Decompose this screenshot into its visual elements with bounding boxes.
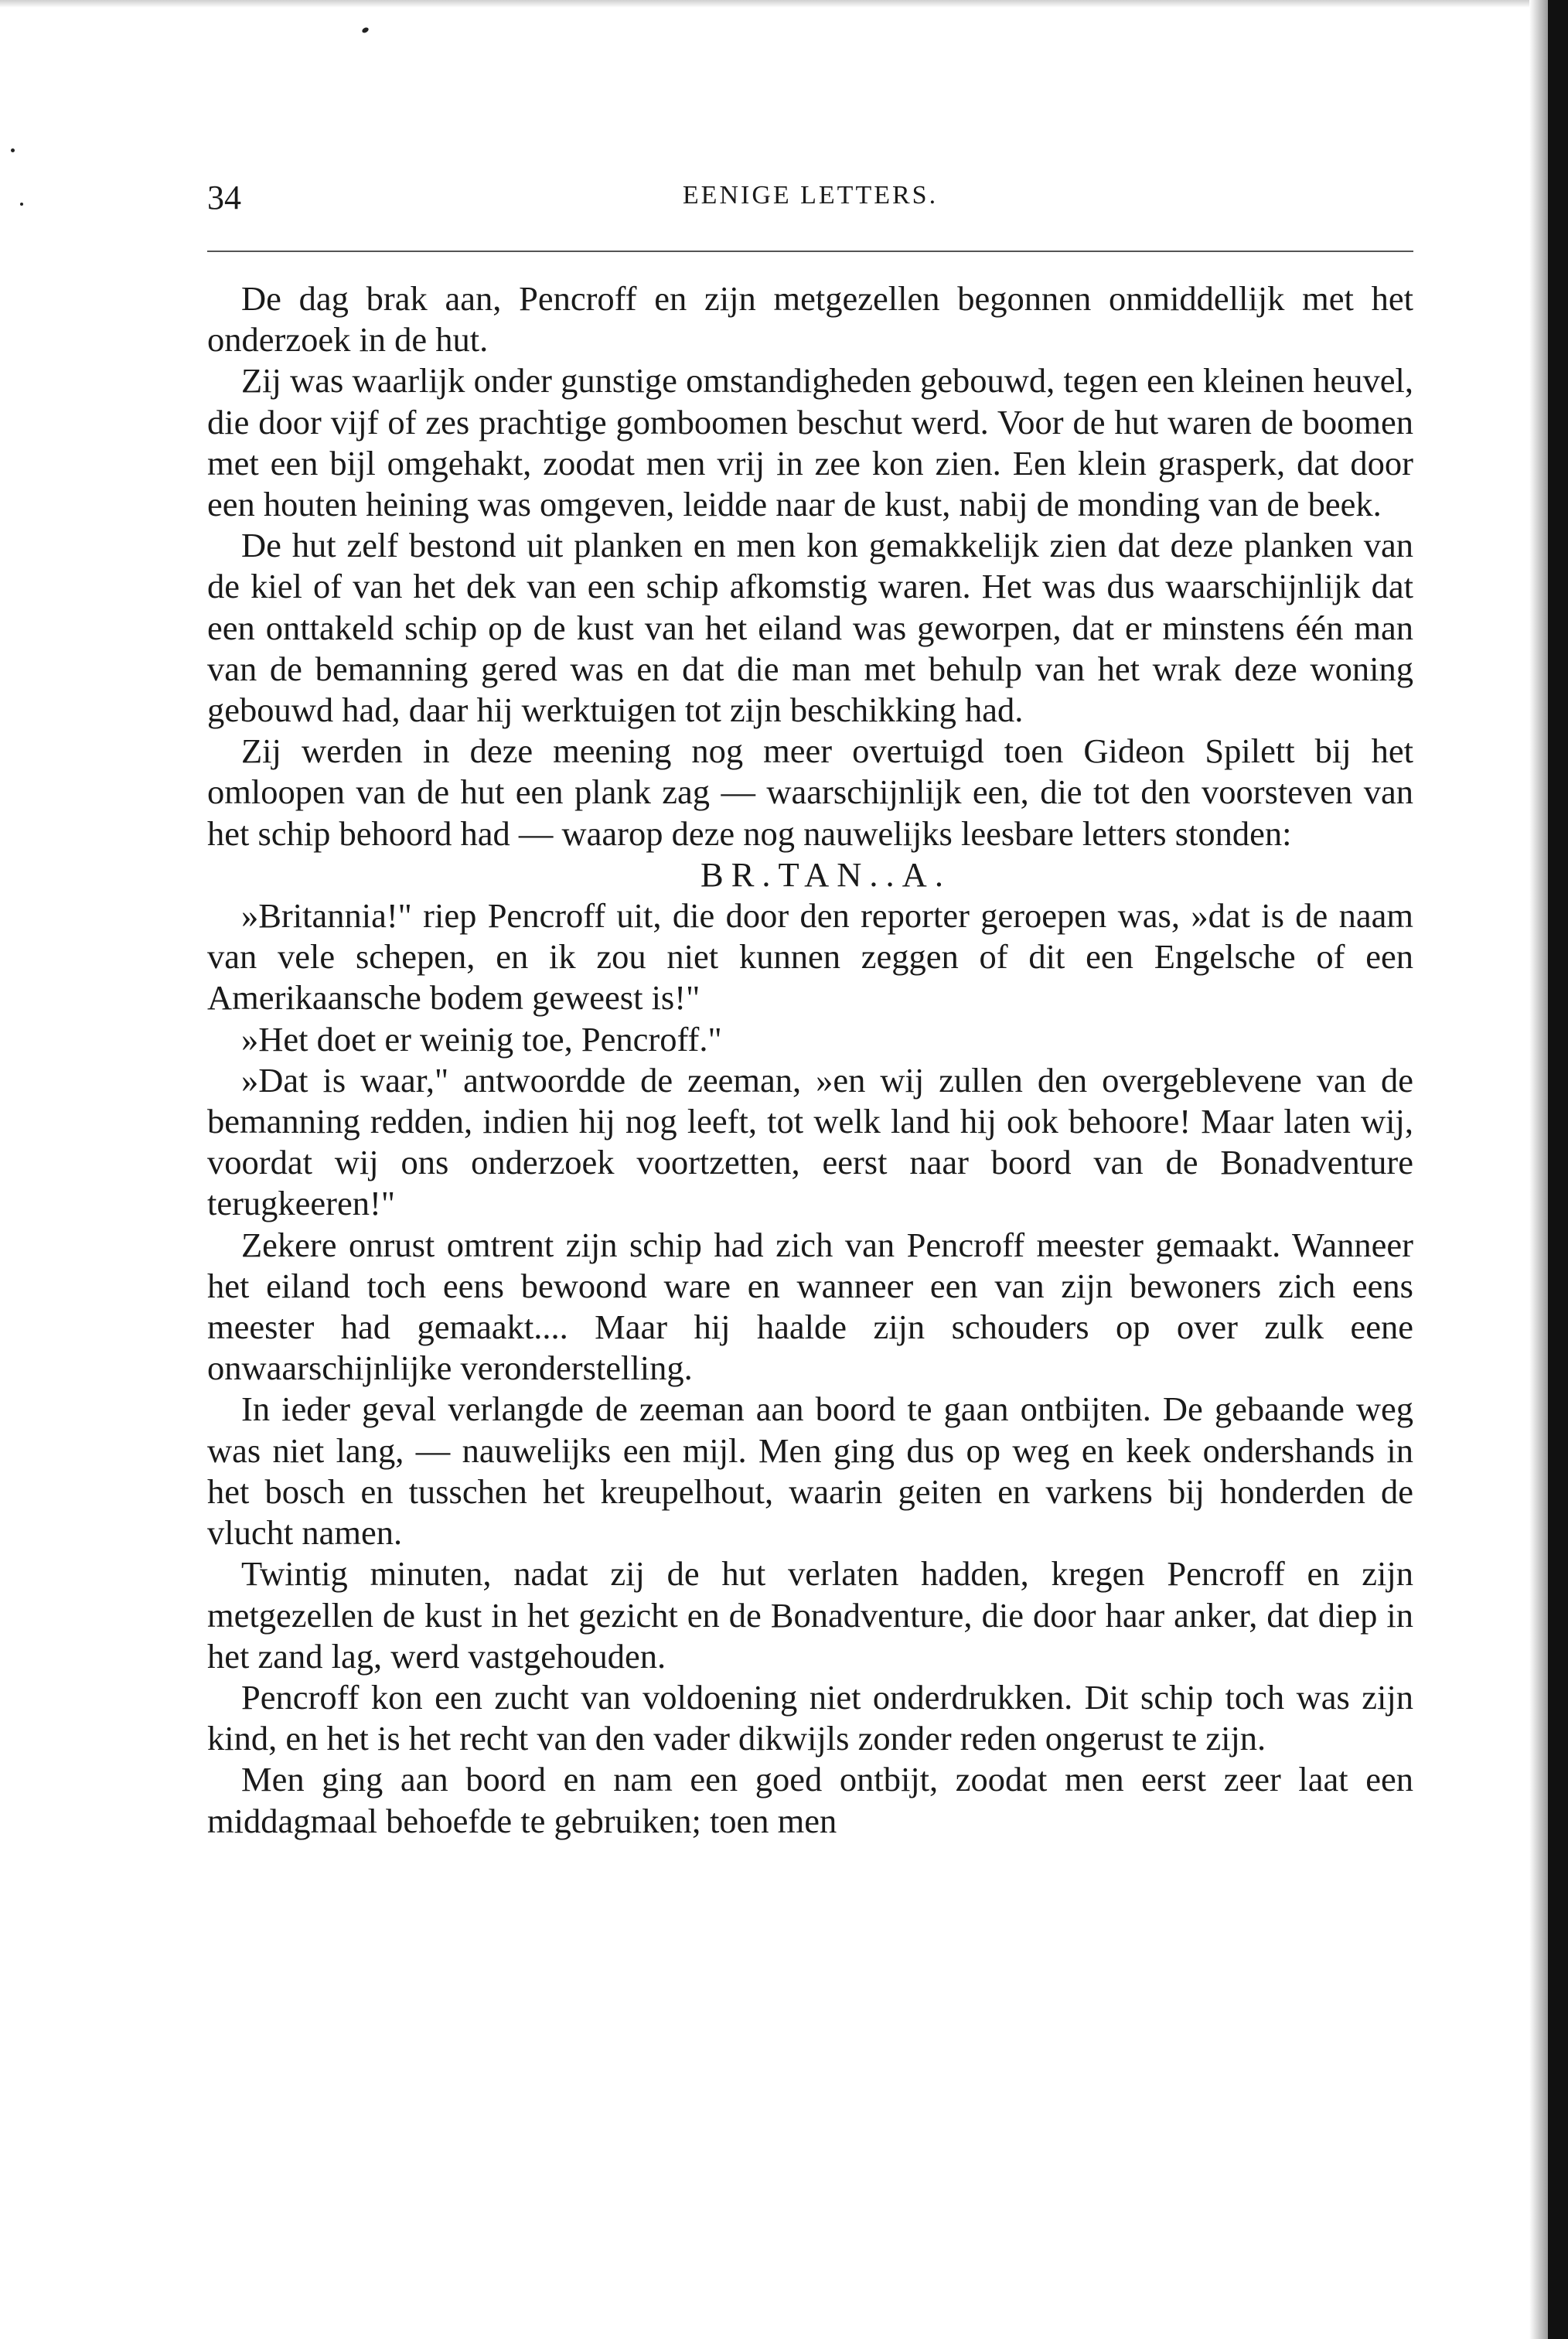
paragraph: »Britannia!" riep Pencroff uit, die door den reporter geroepen was, »dat is de naam van vele schepen, en ik zou niet kunnen zeggen of dit een Engelsche of een Amerikaansche bodem geweest is!" (207, 896, 1413, 1018)
book-page (207, 178, 1413, 1842)
scan-right-edge (1548, 0, 1568, 2339)
scan-speck (361, 26, 370, 34)
paragraph: Twintig minuten, nadat zij de hut verlaten hadden, kregen Pencroff en zijn metgezellen de kust in het gezicht en de Bonadventure, die door haar anker, dat diep in het zand lag, werd vastgehouden. (207, 1554, 1413, 1676)
body-text (207, 278, 1413, 1842)
paragraph: De dag brak aan, Pencroff en zijn metgezellen begonnen onmiddellijk met het onderzoek in de hut. (207, 279, 1413, 360)
paragraph: Men ging aan boord en nam een goed ontbijt, zoodat men eerst zeer laat een middagmaal behoefde te gebruiken; toen men (207, 1760, 1413, 1840)
running-head (207, 178, 1413, 232)
paragraph: In ieder geval verlangde de zeeman aan boord te gaan ontbijten. De gebaande weg was niet lang, — nauwelijks een mijl. Men ging dus op weg en keek ondershands in het bosch en tusschen het kreupelhout, waarin geiten en varkens bij honderden de vlucht namen. (207, 1389, 1413, 1553)
paragraph: Pencroff kon een zucht van voldoening niet onderdrukken. Dit schip toch was zijn kind, en het is het recht van den vader dikwijls zonder reden ongerust te zijn. (207, 1677, 1413, 1758)
paragraph: Zij was waarlijk onder gunstige omstandigheden gebouwd, tegen een kleinen heuvel, die door vijf of zes prachtige gomboomen beschut werd. Voor de hut waren de boomen met een bijl omgehakt, zoodat men vrij in zee kon zien. Een klein grasperk, dat door een houten heining was omgeven, leidde naar de kust, nabij de monding van de beek. (207, 361, 1413, 524)
paragraph: »Dat is waar," antwoordde de zeeman, »en wij zullen den overgeblevene van de bemanning redden, indien hij nog leeft, tot welk land hij ook behoore! Maar laten wij, voordat wij ons onderzoek voortzetten, eerst naar boord van de Bonadventure terugkeeren!" (207, 1060, 1413, 1223)
scan-speck (11, 148, 15, 152)
paragraph: De hut zelf bestond uit planken en men kon gemakkelijk zien dat deze planken van de kiel of van het dek van een schip afkomstig waren. Het was dus waarschijnlijk dat een onttakeld schip op de kust van het eiland was geworpen, dat er minstens één man van de bemanning gered was en dat die man met behulp van het wrak deze woning gebouwd had, daar hij werktuigen tot zijn beschikking had. (207, 526, 1413, 730)
header-rule (207, 251, 1413, 252)
scan-edge-shadow (1529, 0, 1548, 2339)
scan-top-border (0, 0, 1568, 8)
running-title: EENIGE LETTERS. (682, 181, 939, 210)
page-number: 34 (207, 179, 241, 217)
scan-speck (20, 203, 23, 206)
paragraph: Zekere onrust omtrent zijn schip had zich van Pencroff meester gemaakt. Wanneer het eiland toch eens bewoond ware en wanneer een van zijn bewoners zich eens meester had gemaakt.... Maar hij haalde zijn schouders op over zulk eene onwaarschijnlijke veronderstelling. (207, 1225, 1413, 1388)
paragraph: »Het doet er weinig toe, Pencroff." (241, 1019, 722, 1059)
paragraph: Zij werden in deze meening nog meer overtuigd toen Gideon Spilett bij het omloopen van de hut een plank zag — waarschijnlijk een, die tot den voorsteven van het schip behoord had — waarop deze nog nauwelijks leesbare letters stonden: (207, 731, 1413, 853)
plank-inscription: BR.TAN..A. (700, 854, 951, 894)
